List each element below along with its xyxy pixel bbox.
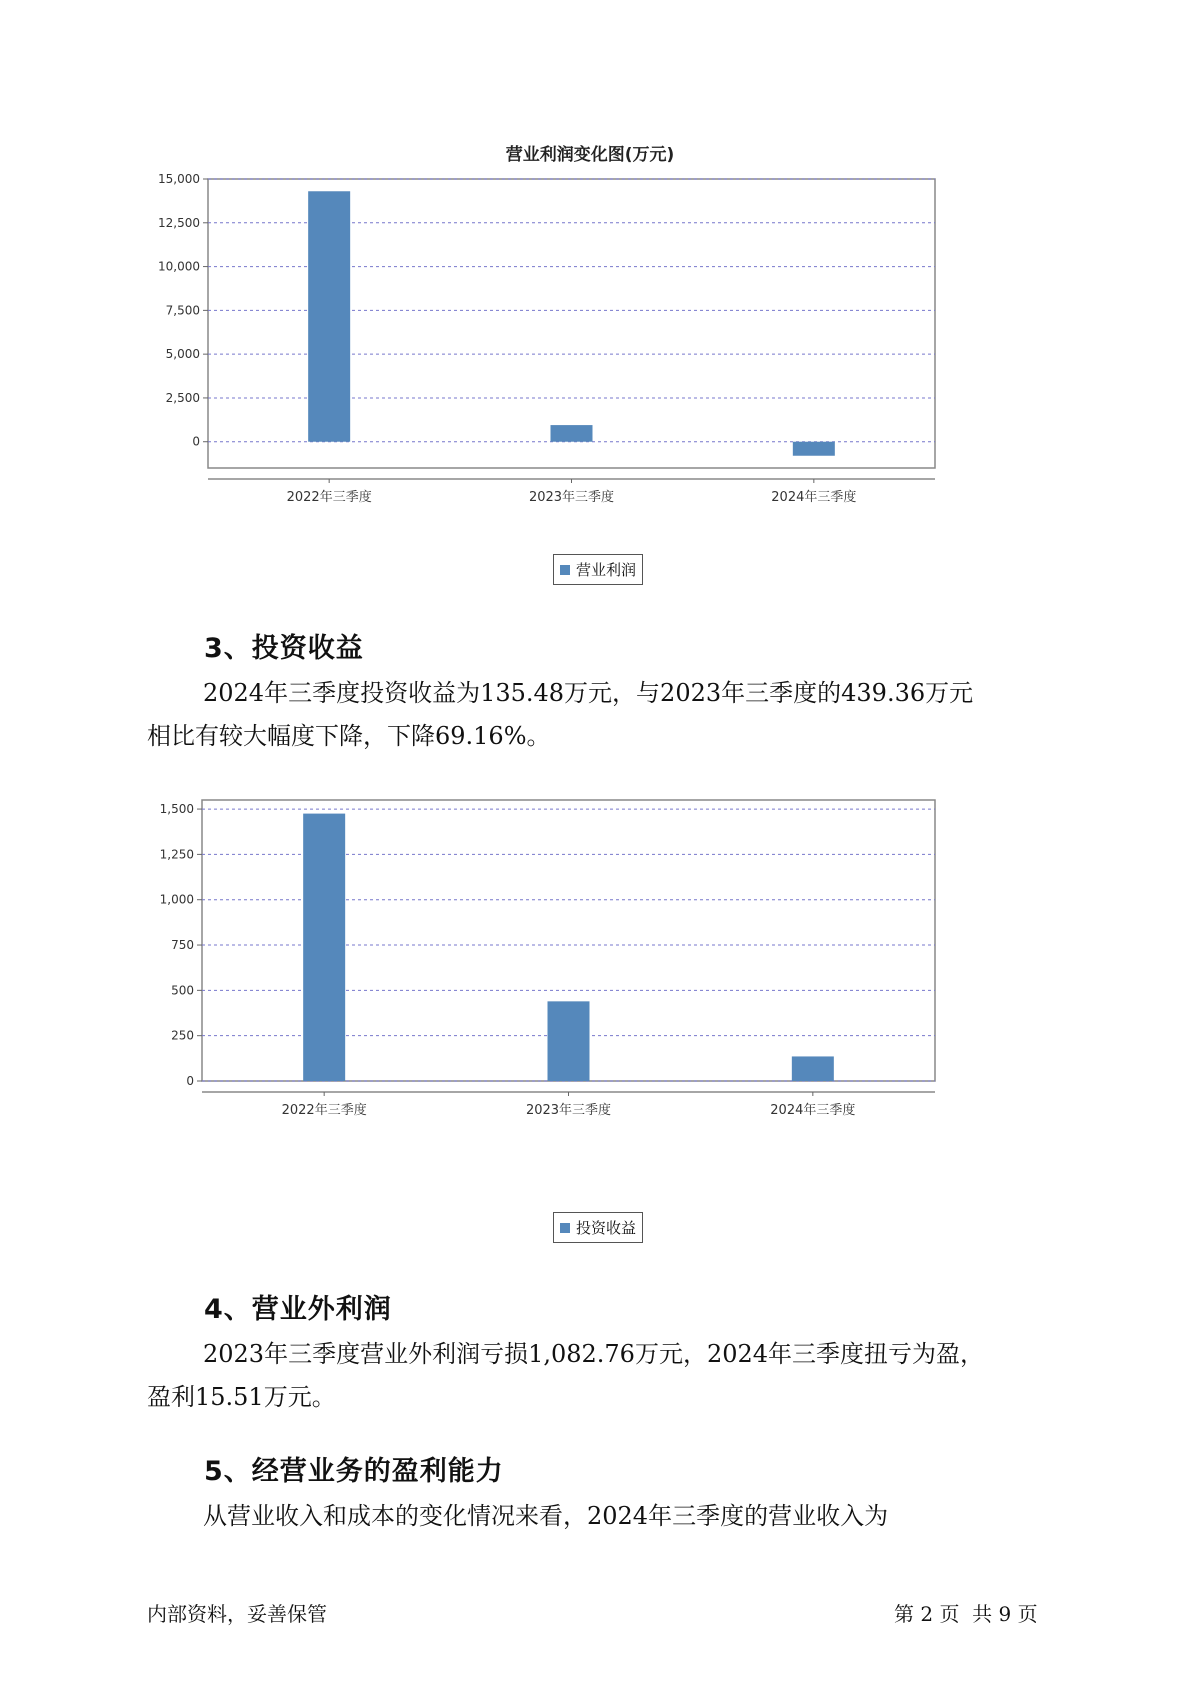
bar bbox=[308, 191, 350, 441]
y-tick-label: 1,500 bbox=[159, 802, 194, 817]
paragraph-non-operating-profit bbox=[147, 1333, 1047, 1419]
section-title-non-operating-profit: 4、营业外利润 bbox=[204, 1294, 392, 1325]
paragraph-line: 盈利15.51万元。 bbox=[147, 1383, 336, 1411]
paragraph-line: 相比有较大幅度下降，下降69.16%。 bbox=[147, 722, 551, 750]
y-tick-label: 2,500 bbox=[165, 390, 200, 405]
paragraph-line: 2023年三季度营业外利润亏损1,082.76万元，2024年三季度扭亏为盈， bbox=[203, 1340, 985, 1368]
legend-label: 营业利润 bbox=[576, 561, 637, 579]
y-tick-label: 0 bbox=[186, 1074, 194, 1088]
chart-legend bbox=[553, 1212, 643, 1243]
operating-profit-plot bbox=[160, 140, 1020, 560]
footer-confidential: 内部资料，妥善保管 bbox=[147, 1602, 327, 1626]
y-tick-label: 5,000 bbox=[165, 347, 200, 362]
bar bbox=[793, 442, 835, 456]
x-tick-label: 2023年三季度 bbox=[528, 490, 615, 505]
legend-swatch bbox=[560, 565, 570, 575]
y-tick-label: 0 bbox=[192, 434, 200, 449]
x-tick-label: 2022年三季度 bbox=[286, 490, 372, 505]
x-tick-label: 2024年三季度 bbox=[771, 490, 857, 505]
y-tick-label: 1,250 bbox=[159, 847, 194, 862]
x-tick-label: 2024年三季度 bbox=[770, 1103, 856, 1118]
paragraph-investment-income bbox=[147, 672, 1047, 758]
investment-income-chart bbox=[160, 800, 1020, 1260]
chart-legend bbox=[553, 554, 643, 585]
x-tick-label: 2023年三季度 bbox=[525, 1103, 612, 1118]
footer-page-number: 第 2 页 共 9 页 bbox=[894, 1602, 1038, 1626]
bar bbox=[551, 425, 593, 442]
bar bbox=[792, 1056, 834, 1081]
bar bbox=[548, 1001, 590, 1081]
chart-title: 营业利润变化图(万元) bbox=[505, 145, 675, 165]
investment-income-plot bbox=[160, 800, 1020, 1220]
y-tick-label: 12,500 bbox=[158, 215, 200, 230]
plot-group bbox=[160, 800, 935, 1118]
section-title-investment-income: 3、投资收益 bbox=[204, 633, 364, 664]
y-tick-label: 750 bbox=[171, 938, 194, 953]
y-tick-label: 7,500 bbox=[165, 303, 200, 318]
paragraph-line: 2024年三季度投资收益为135.48万元，与2023年三季度的439.36万元 bbox=[203, 679, 974, 707]
y-tick-label: 1,000 bbox=[159, 892, 194, 907]
x-tick-label: 2022年三季度 bbox=[281, 1103, 367, 1118]
legend-swatch bbox=[560, 1223, 570, 1233]
y-tick-label: 15,000 bbox=[158, 172, 200, 186]
section-title-profitability: 5、经营业务的盈利能力 bbox=[204, 1456, 504, 1487]
operating-profit-chart bbox=[160, 140, 1020, 600]
paragraph-profitability bbox=[147, 1495, 1047, 1538]
y-tick-label: 500 bbox=[171, 983, 194, 998]
bar bbox=[303, 814, 345, 1081]
paragraph-line: 从营业收入和成本的变化情况来看，2024年三季度的营业收入为 bbox=[203, 1502, 889, 1530]
legend-label: 投资收益 bbox=[576, 1219, 637, 1237]
y-tick-label: 10,000 bbox=[158, 259, 200, 274]
y-tick-label: 250 bbox=[171, 1028, 194, 1043]
